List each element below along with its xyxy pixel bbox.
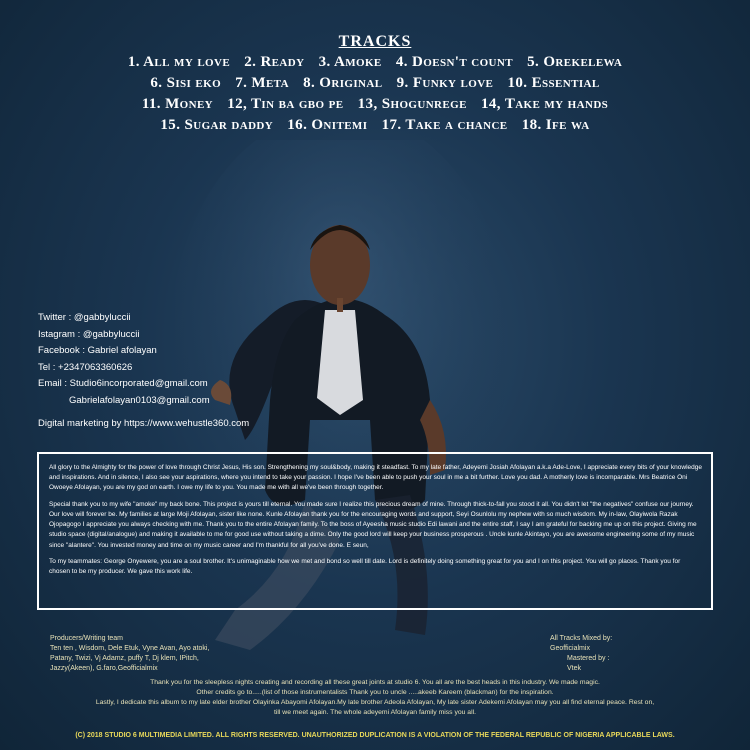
- liner-notes-paragraph: To my teammates: George Onyewere, you are a soul brother. It's unimaginable how we met and bond so well till date. Lord is definitely doing something great for you and I on this project. You will go places. Thank you for chosen to be my producer. We gave this work life.: [49, 558, 681, 576]
- track-item: 9. Funky love: [396, 75, 494, 91]
- liner-notes-paragraph: All glory to the Almighty for the power of love through Christ Jesus, His son. Strengthening my soul&body, making it steadfast. To my late father, Adeyemi Josiah Afolayan a.k.a Ade-Love, I appreciate every bits of your knowledge and inspirations. And in silence, I also see your aspirations, where you intend to take your passion. I hope I've been able to push your soul in me a bit further. Love you dad. A motherly love is incomparable. Mrs Beatrice Oni Owoeye Afolayan, you are my god on earth. I owe my life to you. You made me with all we've been through together.: [49, 464, 702, 492]
- email-primary: Email : Studio6incorporated@gmail.com: [38, 378, 208, 389]
- dedication-text: [0, 678, 750, 718]
- tracklist-line: [0, 73, 750, 94]
- track-item: 3. Amoke: [318, 54, 382, 70]
- track-item: 18. Ife wa: [521, 117, 590, 133]
- track-item: 16. Onitemi: [287, 117, 368, 133]
- producers-line: Jazzy(Akeen), G.faro,Geofficialmix: [50, 665, 158, 672]
- mixing-credits: [550, 634, 612, 674]
- tracks-heading: TRACKS: [338, 33, 412, 50]
- facebook-name: Facebook : Gabriel afolayan: [38, 345, 157, 356]
- track-item: 12, Tin ba gbo pe: [227, 96, 344, 112]
- track-item: 17. Take a chance: [381, 117, 508, 133]
- track-item: 4. Doesn't count: [395, 54, 513, 70]
- mixed-heading: All Tracks Mixed by:: [550, 635, 613, 642]
- track-item: 15. Sugar daddy: [160, 117, 274, 133]
- twitter-handle: Twitter : @gabbyluccii: [38, 312, 131, 323]
- producers-line: Ten ten , Wisdom, Dele Etuk, Vyne Avan, Ayo atoki,: [50, 645, 210, 652]
- tracklist-line: [0, 52, 750, 73]
- masterer-name: Vtek: [567, 665, 582, 672]
- producers-credits: [50, 634, 209, 674]
- tracklist-line: [0, 94, 750, 115]
- track-item: 8. Original: [303, 75, 383, 91]
- dedication-line: Thank you for the sleepless nights creating and recording all these great joints at studio 6. You all are the best heads in this industry. We made magic.: [150, 679, 600, 686]
- track-item: 11. Money: [141, 96, 214, 112]
- dedication-line: Other credits go to.....(list of those instrumentalists Thank you to uncle .....akeeb Kareem (blackman) for the inspiration.: [196, 689, 554, 696]
- dedication-line: Lastly, I dedicate this album to my late elder brother Olayinka Abayomi Afolayan.My late brother Adeola Afolayan, My late sister Adekemi Afolayan may you all find eternal peace. Rest on,: [95, 699, 655, 706]
- dedication-line: till we meet again. The whole adeyemi Afolayan family miss you all.: [274, 709, 476, 716]
- track-item: 7. Meta: [235, 75, 289, 91]
- telephone: Tel : +2347063360626: [38, 361, 133, 373]
- track-item: 10. Essential: [507, 75, 600, 91]
- social-contacts: [38, 310, 210, 409]
- copyright-notice: (C) 2018 STUDIO 6 MULTIMEDIA LIMITED. ALL RIGHTS RESERVED. UNAUTHORIZED DUPLICATION IS A VIOLATION OF THE FEDERAL REPUBLIC OF NIGERIA APPLICABLE LAWS.: [75, 732, 675, 739]
- tracklist: [0, 52, 750, 136]
- mixer-name: Geofficialmix: [550, 645, 590, 652]
- track-item: 6. Sisi eko: [150, 75, 222, 91]
- instagram-handle: Istagram : @gabbyluccii: [38, 328, 140, 340]
- track-item: 2. Ready: [244, 54, 305, 70]
- email-secondary: Gabrielafolayan0103@gmail.com: [69, 394, 210, 406]
- mastered-heading: Mastered by :: [567, 655, 610, 662]
- track-item: 1. All my love: [127, 54, 231, 70]
- liner-notes-box: [37, 452, 713, 610]
- digital-marketing-credit: Digital marketing by https://www.wehustle360.com: [38, 418, 250, 429]
- liner-notes-paragraph: Special thank you to my wife "amoke" my back bone. This project is yours till eternal. You made sure I realize this precious dream of mine. Through thick-to-fall you stood it all. You didn't let "the negatives" confuse our journey. Our love will forever be. My families at large Moji Afolayan, sister like none. Kunle Afolayan thank you for the encouraging words and support, Seyi Osunlolu my nephew with so much wisdom. My in-law, Olayiwola Razak Ojopagogo I appreciate you always checking with me. Thank you to the entire Afolayan family. To the boss of Ayeesha music studio Edi lawani and the entire staff, I say I am grateful for backing me up on this project. Giving me studio space (digital/analogue) and making it available to me for good use without taking a dime. Only the good lord will keep your business prosperous . Uncle kunle Akintayo, you are awesome engineering some of my music since "alantere". You invested money and time on my music career and I'm thankful for all you've done. E seun,: [49, 500, 697, 549]
- track-item: 14, Take my hands: [480, 96, 609, 112]
- track-item: 5. Orekelewa: [527, 54, 623, 70]
- track-item: 13, Shogunrege: [357, 96, 467, 112]
- producers-heading: Producers/Writing team: [50, 635, 124, 642]
- tracklist-line: [0, 115, 750, 136]
- producers-line: Patany, Twizi, Vj Adamz, puffy T, Dj klem, IPitch,: [50, 655, 199, 662]
